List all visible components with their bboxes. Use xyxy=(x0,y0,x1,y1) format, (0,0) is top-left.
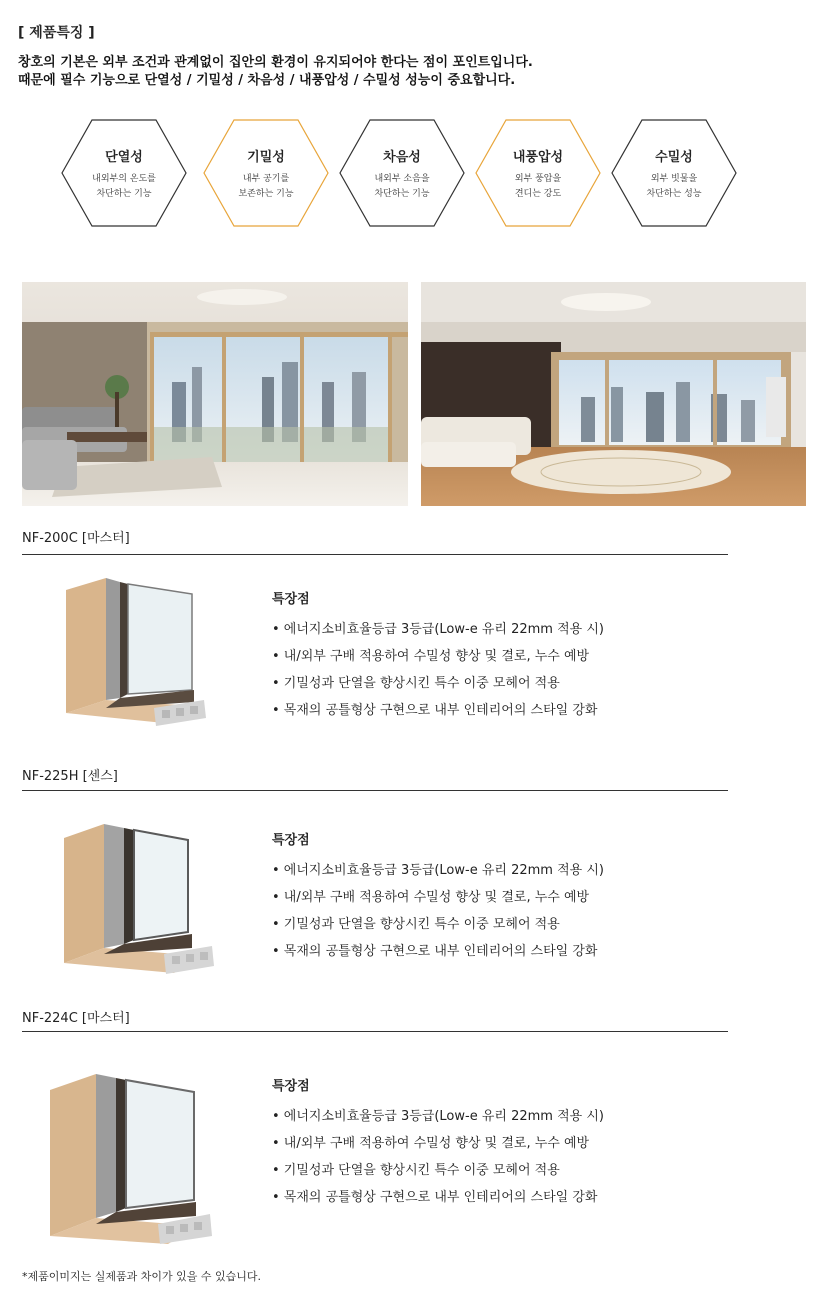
section-title: [ 제품특징 ] xyxy=(18,25,95,41)
hex-desc: 외부 풍압을 견디는 강도 xyxy=(514,174,562,199)
hex-insulation xyxy=(60,118,188,228)
product-3-name: NF-224C [마스터] xyxy=(22,1011,130,1026)
product-2-features xyxy=(272,829,604,965)
intro-line-2: 때문에 필수 기능으로 단열성 / 기밀성 / 차음성 / 내풍압성 / 수밀성 성능이 중요합니다. xyxy=(18,73,516,88)
features-title: 특장점 xyxy=(272,592,310,607)
product-3-divider xyxy=(22,1031,728,1032)
hex-soundproof xyxy=(338,118,466,228)
product-1-features xyxy=(272,588,604,724)
intro-text xyxy=(18,54,533,90)
feature-item: • 에너지소비효율등급 3등급(Low-e 유리 22mm 적용 시) xyxy=(272,622,604,637)
intro-line-1: 창호의 기본은 외부 조건과 관계없이 집안의 환경이 유지되어야 한다는 점이 포인트입니다. xyxy=(18,55,533,70)
interior-photo-1 xyxy=(22,282,408,506)
product-3-features xyxy=(272,1075,604,1211)
features-title: 특장점 xyxy=(272,833,310,848)
product-1-divider xyxy=(22,554,728,555)
hex-title: 단열성 xyxy=(105,150,143,165)
feature-item: • 목재의 공틀형상 구현으로 내부 인테리어의 스타일 강화 xyxy=(272,703,598,718)
product-2-image xyxy=(24,808,236,978)
features-title: 특장점 xyxy=(272,1079,310,1094)
hex-desc: 외부 빗물을 차단하는 성능 xyxy=(646,174,702,199)
hex-title: 내풍압성 xyxy=(512,150,564,165)
hex-title: 기밀성 xyxy=(247,150,285,165)
hex-desc: 내외부의 온도를 차단하는 기능 xyxy=(92,174,156,199)
footnote: *제품이미지는 실제품과 차이가 있을 수 있습니다. xyxy=(22,1270,261,1283)
feature-hexagons xyxy=(60,118,750,228)
product-2-divider xyxy=(22,790,728,791)
hex-desc: 내부 공기를 보존하는 기능 xyxy=(238,174,294,199)
feature-item: • 기밀성과 단열을 향상시킨 특수 이중 모헤어 적용 xyxy=(272,1163,560,1178)
feature-item: • 내/외부 구배 적용하여 수밀성 향상 및 결로, 누수 예방 xyxy=(272,1136,590,1151)
hex-airtight xyxy=(202,118,330,228)
feature-item: • 에너지소비효율등급 3등급(Low-e 유리 22mm 적용 시) xyxy=(272,863,604,878)
feature-item: • 내/외부 구배 적용하여 수밀성 향상 및 결로, 누수 예방 xyxy=(272,890,590,905)
feature-item: • 목재의 공틀형상 구현으로 내부 인테리어의 스타일 강화 xyxy=(272,944,598,959)
feature-item: • 기밀성과 단열을 향상시킨 특수 이중 모헤어 적용 xyxy=(272,917,560,932)
feature-item: • 에너지소비효율등급 3등급(Low-e 유리 22mm 적용 시) xyxy=(272,1109,604,1124)
feature-item: • 목재의 공틀형상 구현으로 내부 인테리어의 스타일 강화 xyxy=(272,1190,598,1205)
product-3-image xyxy=(22,1060,234,1250)
feature-item: • 기밀성과 단열을 향상시킨 특수 이중 모헤어 적용 xyxy=(272,676,560,691)
product-1-image xyxy=(24,568,236,738)
hex-wind-pressure xyxy=(474,118,602,228)
feature-item: • 내/외부 구배 적용하여 수밀성 향상 및 결로, 누수 예방 xyxy=(272,649,590,664)
interior-photo-2 xyxy=(421,282,806,506)
product-2-name: NF-225H [센스] xyxy=(22,769,118,784)
hex-desc: 내외부 소음을 차단하는 기능 xyxy=(374,174,430,199)
hex-title: 수밀성 xyxy=(655,150,693,165)
product-1-name: NF-200C [마스터] xyxy=(22,531,130,546)
hex-watertight xyxy=(610,118,738,228)
hex-title: 차음성 xyxy=(383,150,421,165)
